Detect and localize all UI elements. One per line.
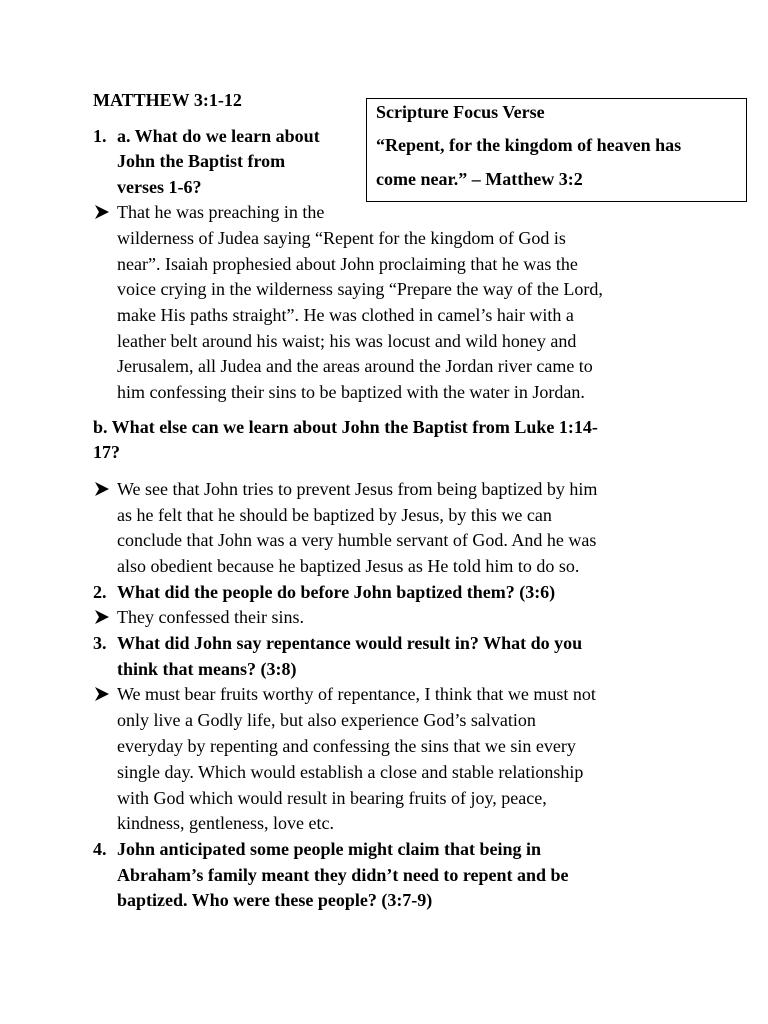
answer-1a-line: voice crying in the wilderness saying “Prepare the way of the Lord, bbox=[117, 279, 603, 299]
focus-verse-line-2: come near.” – Matthew 3:2 bbox=[376, 169, 583, 189]
answer-1b-line: We see that John tries to prevent Jesus from being baptized by him bbox=[117, 479, 598, 499]
answer-1a-line: him confessing their sins to be baptized with the water in Jordan. bbox=[117, 382, 585, 402]
scripture-focus-box bbox=[366, 98, 747, 202]
answer-1b-line: conclude that John was a very humble servant of God. And he was bbox=[117, 530, 597, 550]
question-2-number: 2. bbox=[93, 582, 107, 602]
answer-1a-line: make His paths straight”. He was clothed in camel’s hair with a bbox=[117, 305, 574, 325]
question-1b-line: 17? bbox=[93, 442, 120, 462]
answer-3-line: kindness, gentleness, love etc. bbox=[117, 813, 334, 833]
question-1a-line: verses 1-6? bbox=[117, 177, 202, 197]
answer-3-line: single day. Which would establish a close and stable relationship bbox=[117, 762, 584, 782]
answer-3-line: with God which would result in bearing fruits of joy, peace, bbox=[117, 788, 547, 808]
question-1a-line: John the Baptist from bbox=[117, 151, 286, 171]
question-3-number: 3. bbox=[93, 633, 107, 653]
bullet-arrow-icon bbox=[94, 481, 112, 499]
question-1a-line: a. What do we learn about bbox=[117, 126, 320, 146]
bullet-arrow-icon bbox=[94, 204, 112, 222]
answer-3-line: We must bear fruits worthy of repentance, I think that we must not bbox=[117, 684, 596, 704]
question-4-line: baptized. Who were these people? (3:7-9) bbox=[117, 890, 433, 910]
answer-3-line: only live a Godly life, but also experience God’s salvation bbox=[117, 710, 536, 730]
question-4-line: Abraham’s family meant they didn’t need to repent and be bbox=[117, 865, 569, 885]
answer-1a-line: leather belt around his waist; his was locust and wild honey and bbox=[117, 331, 577, 351]
answer-1a-line: That he was preaching in the bbox=[117, 202, 325, 222]
bullet-arrow-icon bbox=[94, 609, 112, 627]
question-1b-line: b. What else can we learn about John the Baptist from Luke 1:14- bbox=[93, 417, 598, 437]
answer-1a-line: near”. Isaiah prophesied about John proclaiming that he was the bbox=[117, 254, 578, 274]
bullet-arrow-icon bbox=[94, 686, 112, 704]
answer-3-line: everyday by repenting and confessing the sins that we sin every bbox=[117, 736, 576, 756]
question-4-line: John anticipated some people might claim that being in bbox=[117, 839, 542, 859]
question-3-line: What did John say repentance would result in? What do you bbox=[117, 633, 583, 653]
question-4-number: 4. bbox=[93, 839, 107, 859]
focus-heading: Scripture Focus Verse bbox=[376, 102, 545, 122]
answer-2-text: They confessed their sins. bbox=[117, 607, 304, 627]
question-3-line: think that means? (3:8) bbox=[117, 659, 297, 679]
page-title: MATTHEW 3:1-12 bbox=[93, 90, 242, 110]
question-2-text: What did the people do before John baptized them? (3:6) bbox=[117, 582, 556, 602]
answer-1b-line: also obedient because he baptized Jesus as He told him to do so. bbox=[117, 556, 580, 576]
focus-verse-line-1: “Repent, for the kingdom of heaven has bbox=[376, 135, 682, 155]
question-1-number: 1. bbox=[93, 126, 107, 146]
answer-1b-line: as he felt that he should be baptized by Jesus, by this we can bbox=[117, 505, 552, 525]
answer-1a-line: Jerusalem, all Judea and the areas around the Jordan river came to bbox=[117, 356, 593, 376]
answer-1a-line: wilderness of Judea saying “Repent for the kingdom of God is bbox=[117, 228, 566, 248]
